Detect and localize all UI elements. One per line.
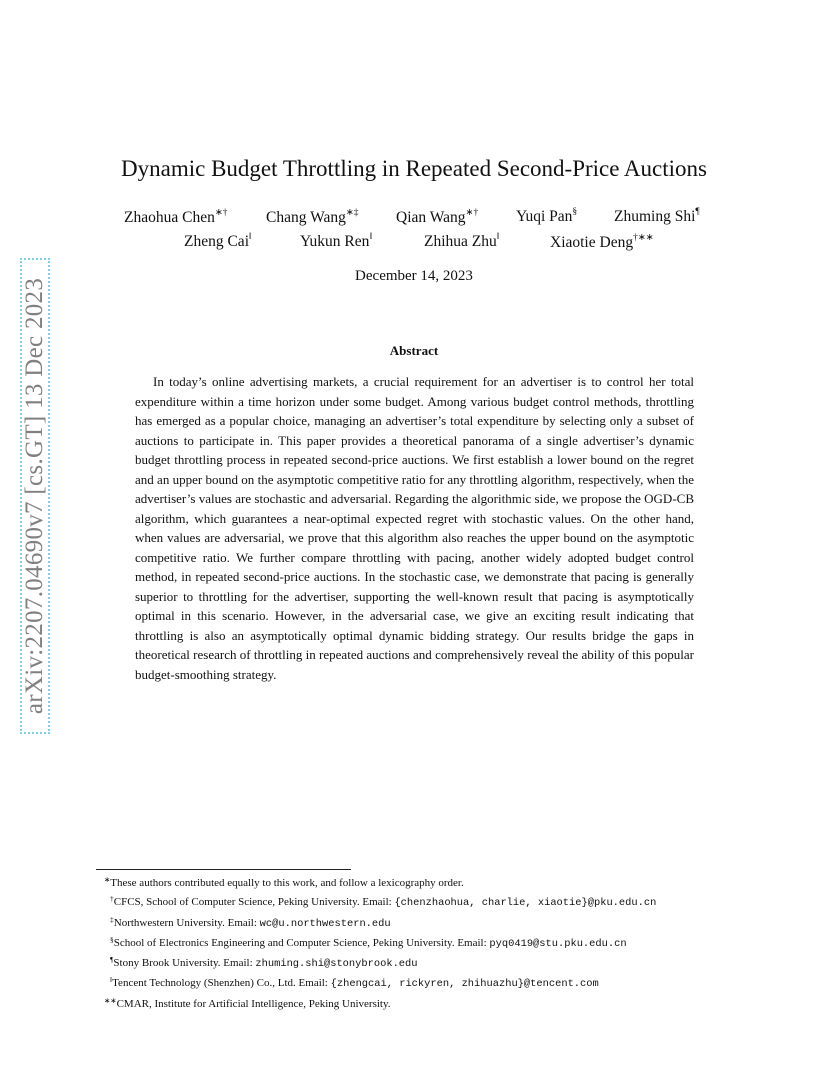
footnote-email: {zhengcai, rickyren, zhihuazhu}@tencent.com: [330, 978, 599, 991]
abstract-heading: Abstract: [389, 343, 439, 358]
arxiv-side-stamp: [20, 258, 50, 734]
footnotes: [104, 872, 744, 1012]
author-name: Yuqi Pan§: [516, 207, 578, 225]
publication-date: December 14, 2023: [355, 268, 473, 284]
author-name: Chang Wang∗‡: [266, 208, 359, 226]
author-name: Yukun Ren‖: [300, 232, 372, 250]
abstract-body: In today’s online advertising markets, a crucial requirement for an advertiser is to control her total expenditure within a time horizon under some budget. Among various budget control methods, throttling has emerged as a popular choice, managing an advertiser’s total expenditure by selecting only a subset of auctions to participate in. This paper provides a theoretical panorama of a single advertiser’s dynamic budget throttling process in repeated second-price auctions. We first establish a lower bound on the regret and an upper bound on the asymptotic competitive ratio for any throttling algorithm, respectively, when the advertiser’s values are stochastic and adversarial. Regarding the algorithmic side, we propose the OGD-CB algorithm, which guarantees a near-optimal expected regret with stochastic values. On the other hand, when values are adversarial, we prove that this algorithm also reaches the upper bound on the asymptotic competitive ratio. We further compare throttling with pacing, another widely adopted budget control method, in repeated second-price auctions. In the stochastic case, we demonstrate that pacing is generally superior to throttling for the advertiser, supporting the well-known result that pacing is asymptotically optimal in this scenario. However, in the adversarial case, we give an exciting result indicating that throttling is also an asymptotically optimal dynamic bidding strategy. Our results bridge the gaps in theoretical research of throttling in repeated auctions and comprehensively reveal the ability of this popular budget-smoothing strategy.: [135, 374, 694, 682]
footnote: ∗These authors contributed equally to this work, and follow a lexicography order.: [104, 875, 464, 889]
author-name: Zhihua Zhu‖: [424, 232, 500, 250]
paper-title: Dynamic Budget Throttling in Repeated Second-Price Auctions: [121, 156, 707, 181]
footnote: ‖Tencent Technology (Shenzhen) Co., Ltd. Email: {zhengcai, rickyren, zhihuazhu}@tencent.com: [110, 975, 599, 991]
author-name: Zhuming Shi¶: [614, 207, 700, 225]
footnote-email: {chenzhaohua, charlie, xiaotie}@pku.edu.cn: [394, 897, 657, 910]
footnote-email: wc@u.northwestern.edu: [259, 917, 391, 930]
footnote: ∗∗CMAR, Institute for Artificial Intelligence, Peking University.: [104, 995, 391, 1010]
author-name: Zhaohua Chen∗†: [124, 208, 228, 226]
footnote: ¶Stony Brook University. Email: zhuming.shi@stonybrook.edu: [110, 955, 418, 971]
footnote-email: zhuming.shi@stonybrook.edu: [255, 958, 418, 971]
footnote: †CFCS, School of Computer Science, Peking University. Email: {chenzhaohua, charlie, xiaotie}@pku.edu.cn: [110, 894, 657, 910]
author-name: Qian Wang∗†: [396, 208, 479, 226]
footnote: ‡Northwestern University. Email: wc@u.northwestern.edu: [110, 914, 391, 930]
arxiv-identifier: arXiv:2207.04690v7 [cs.GT] 13 Dec 2023: [21, 277, 48, 715]
author-name: Zheng Cai‖: [184, 232, 252, 250]
author-name: Xiaotie Deng†∗∗: [550, 233, 654, 251]
footnote-email: pyq0419@stu.pku.edu.cn: [489, 937, 627, 950]
footnote: §School of Electronics Engineering and Computer Science, Peking University. Email: pyq0419@stu.pku.edu.cn: [110, 934, 627, 950]
footnote-rule: [96, 869, 351, 870]
